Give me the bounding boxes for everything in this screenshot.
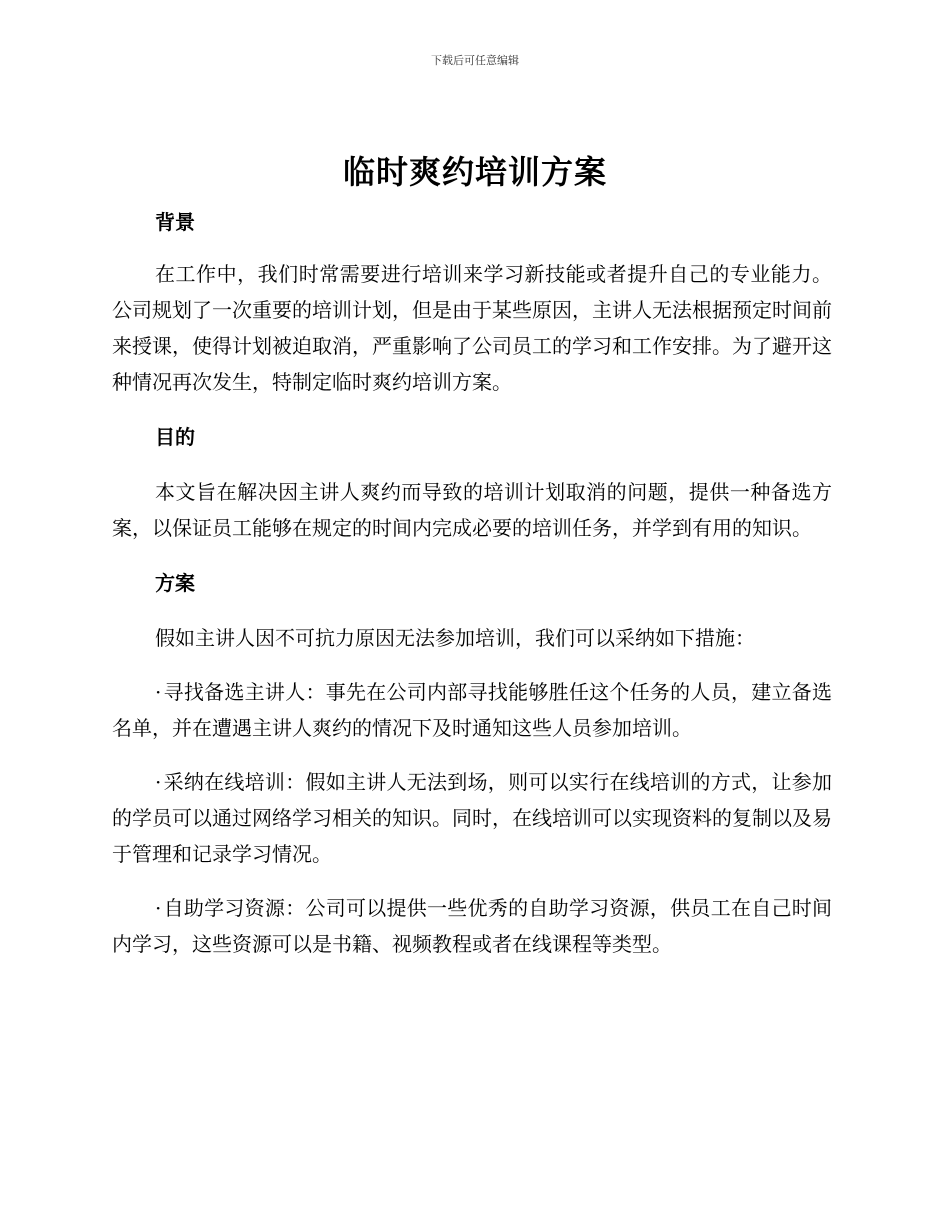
section-heading-purpose: 目的: [155, 425, 195, 449]
plan-list-item: [112, 890, 832, 962]
section-paragraph-purpose: 本文旨在解决因主讲人爽约而导致的培训计划取消的问题，提供一种备选方案，以保证员工能够在规定的时间内完成必要的培训任务，并学到有用的知识。: [112, 480, 832, 540]
plan-list-item: [112, 674, 832, 746]
section-paragraph-background: 在工作中，我们时常需要进行培训来学习新技能或者提升自己的专业能力。公司规划了一次重要的培训计划，但是由于某些原因，主讲人无法根据预定时间前来授课，使得计划被迫取消，严重影响了公司员工的学习和工作安排。为了避开这种情况再次发生，特制定临时爽约培训方案。: [112, 262, 832, 394]
document-body: [112, 200, 832, 962]
bullet-marker: ·: [155, 680, 162, 704]
document-title: 临时爽约培训方案: [342, 153, 607, 191]
section-heading-plan: 方案: [155, 571, 195, 595]
bullet-marker: ·: [155, 896, 162, 920]
plan-list-item-text: 寻找备选主讲人：事先在公司内部寻找能够胜任这个任务的人员，建立备选名单，并在遭遇主讲人爽约的情况下及时通知这些人员参加培训。: [112, 680, 832, 740]
bullet-marker: ·: [155, 770, 162, 794]
section-heading-background: 背景: [155, 210, 195, 234]
plan-list-item-text: 自助学习资源：公司可以提供一些优秀的自助学习资源，供员工在自己时间内学习，这些资源可以是书籍、视频教程或者在线课程等类型。: [112, 896, 832, 956]
plan-list-item: [112, 764, 832, 872]
page-header-note: 下载后可任意编辑: [431, 54, 519, 67]
section-paragraph-plan-intro: 假如主讲人因不可抗力原因无法参加培训，我们可以采纳如下措施：: [155, 626, 755, 650]
plan-list-item-text: 采纳在线培训：假如主讲人无法到场，则可以实行在线培训的方式，让参加的学员可以通过网络学习相关的知识。同时，在线培训可以实现资料的复制以及易于管理和记录学习情况。: [112, 770, 832, 866]
